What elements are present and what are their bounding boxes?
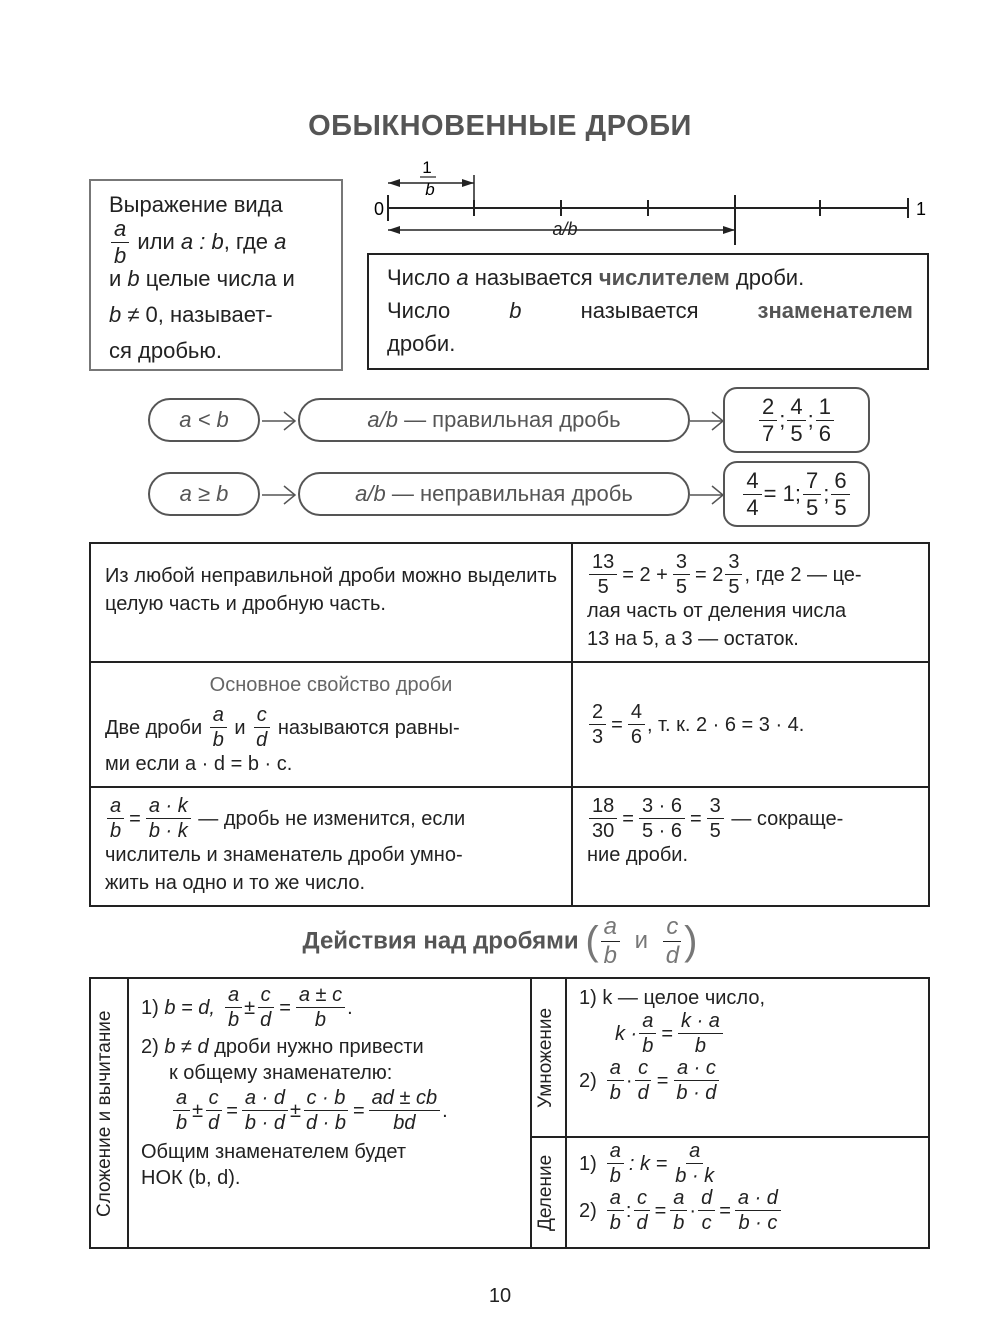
r3-left: $\frac{a}{b}$ = $\frac{a \cdot k}{b \cdot k}$ — дробь не изменится, если числитель и знаменатель дроби умно- жить на одно и то же число. bbox=[90, 787, 572, 906]
def-line1: Выражение вида bbox=[109, 192, 283, 217]
cond-improper: a ≥ b bbox=[148, 472, 260, 516]
cond-proper: a < b bbox=[148, 398, 260, 442]
zero-label: 0 bbox=[374, 199, 385, 219]
improper-examples: $\frac{4}{4}$ = 1; $\frac{7}{5}$ ; $\frac{6}{5}$ bbox=[723, 461, 870, 527]
actions-heading: Действия над дробями ( $\frac{a}{b}$ и $\frac{c}{d}$ ) bbox=[302, 913, 698, 969]
number-line bbox=[360, 155, 940, 250]
mul-content: 1) k — целое число, k · $\frac{a}{b}$ = $\frac{k \cdot a}{b}$ 2) $\frac{a}{b}$ · $\frac{c}{d}$ = $\frac{a \cdot c}{b \cdot d}$ bbox=[579, 987, 766, 1104]
r1-right: $\frac{13}{5}$ = 2 + $\frac{3}{5}$ = 2 $\frac{3}{5}$ , где 2 — це- лая часть от деления числа 13 на 5, а 3 — остаток. bbox=[572, 543, 929, 662]
r2-left: Основное свойство дроби Две дроби $\frac{a}{b}$ и $\frac{c}{d}$ называются равны- ми если a · d = b · c. bbox=[90, 662, 572, 787]
definition-box: Выражение вида $\frac{a}{b}$ или a : b , где a и b целые числа и b ≠ 0, называет- ся дробью. bbox=[89, 179, 343, 371]
seg-num: 1 bbox=[422, 158, 432, 177]
properties-table bbox=[89, 542, 930, 907]
improper-fraction-label: a/b — неправильная дробь bbox=[298, 472, 690, 516]
proper-examples: $\frac{2}{7}$ ; $\frac{4}{5}$ ; $\frac{1}{6}$ bbox=[723, 387, 870, 453]
arrow-icon bbox=[690, 408, 726, 434]
r2-right: $\frac{2}{3}$ = $\frac{4}{6}$ , т. к. 2 · 6 = 3 · 4. bbox=[572, 662, 929, 787]
arrow-icon bbox=[262, 408, 298, 434]
div-label: Деление bbox=[535, 1154, 556, 1232]
r1-left: Из любой неправильной дроби можно выделить целую часть и дробную часть. bbox=[90, 543, 572, 662]
arrow-icon bbox=[262, 482, 298, 508]
page-number: 10 bbox=[488, 1285, 512, 1307]
page-title: ОБЫКНОВЕННЫЕ ДРОБИ bbox=[308, 110, 692, 142]
r3-right: $\frac{18}{30}$ = $\frac{3 \cdot 6}{5 \cdot 6}$ = $\frac{3}{5}$ — сокраще- ние дроби. bbox=[572, 787, 929, 906]
add-sub-label: Сложение и вычитание bbox=[94, 1010, 115, 1218]
def-fraction: $\frac{a}{b}$ bbox=[111, 218, 129, 267]
add-sub-content: 1) b = d, $\frac{a}{b}$ ± $\frac{c}{d}$ = $\frac{a \pm c}{b}$ . 2) b ≠ d дроби нужно привести к общему знаменателю: $\frac{a}{b}$ ± $\frac{c}{d}$ = $\frac{a \cdot d}{b \cdot d}$ ± $\frac{c \cdot b}{d \cdot b}$ = $\frac{ad \pm cb}{bd}$ . Общим знаменателем будет НОК (b, d). bbox=[141, 984, 448, 1189]
numerator-box: Число a называется числителем дроби. Число b называется знаменателем дроби. bbox=[367, 253, 929, 370]
mul-label: Умножение bbox=[535, 1007, 556, 1109]
basic-property-heading: Основное свойство дроби bbox=[209, 674, 453, 696]
operations-table bbox=[89, 977, 930, 1249]
one-label: 1 bbox=[916, 199, 927, 219]
arrow-icon bbox=[690, 482, 726, 508]
span-label: a/b bbox=[552, 219, 578, 239]
seg-den: b bbox=[425, 180, 435, 199]
div-content: 1) $\frac{a}{b}$ : k = $\frac{a}{b \cdot k}$ 2) $\frac{a}{b}$ : $\frac{c}{d}$ = $\frac{a}{b}$ · $\frac{d}{c}$ = $\frac{a \cdot d}{b \cdot c}$ bbox=[579, 1141, 924, 1233]
proper-fraction-label: a/b — правильная дробь bbox=[298, 398, 690, 442]
